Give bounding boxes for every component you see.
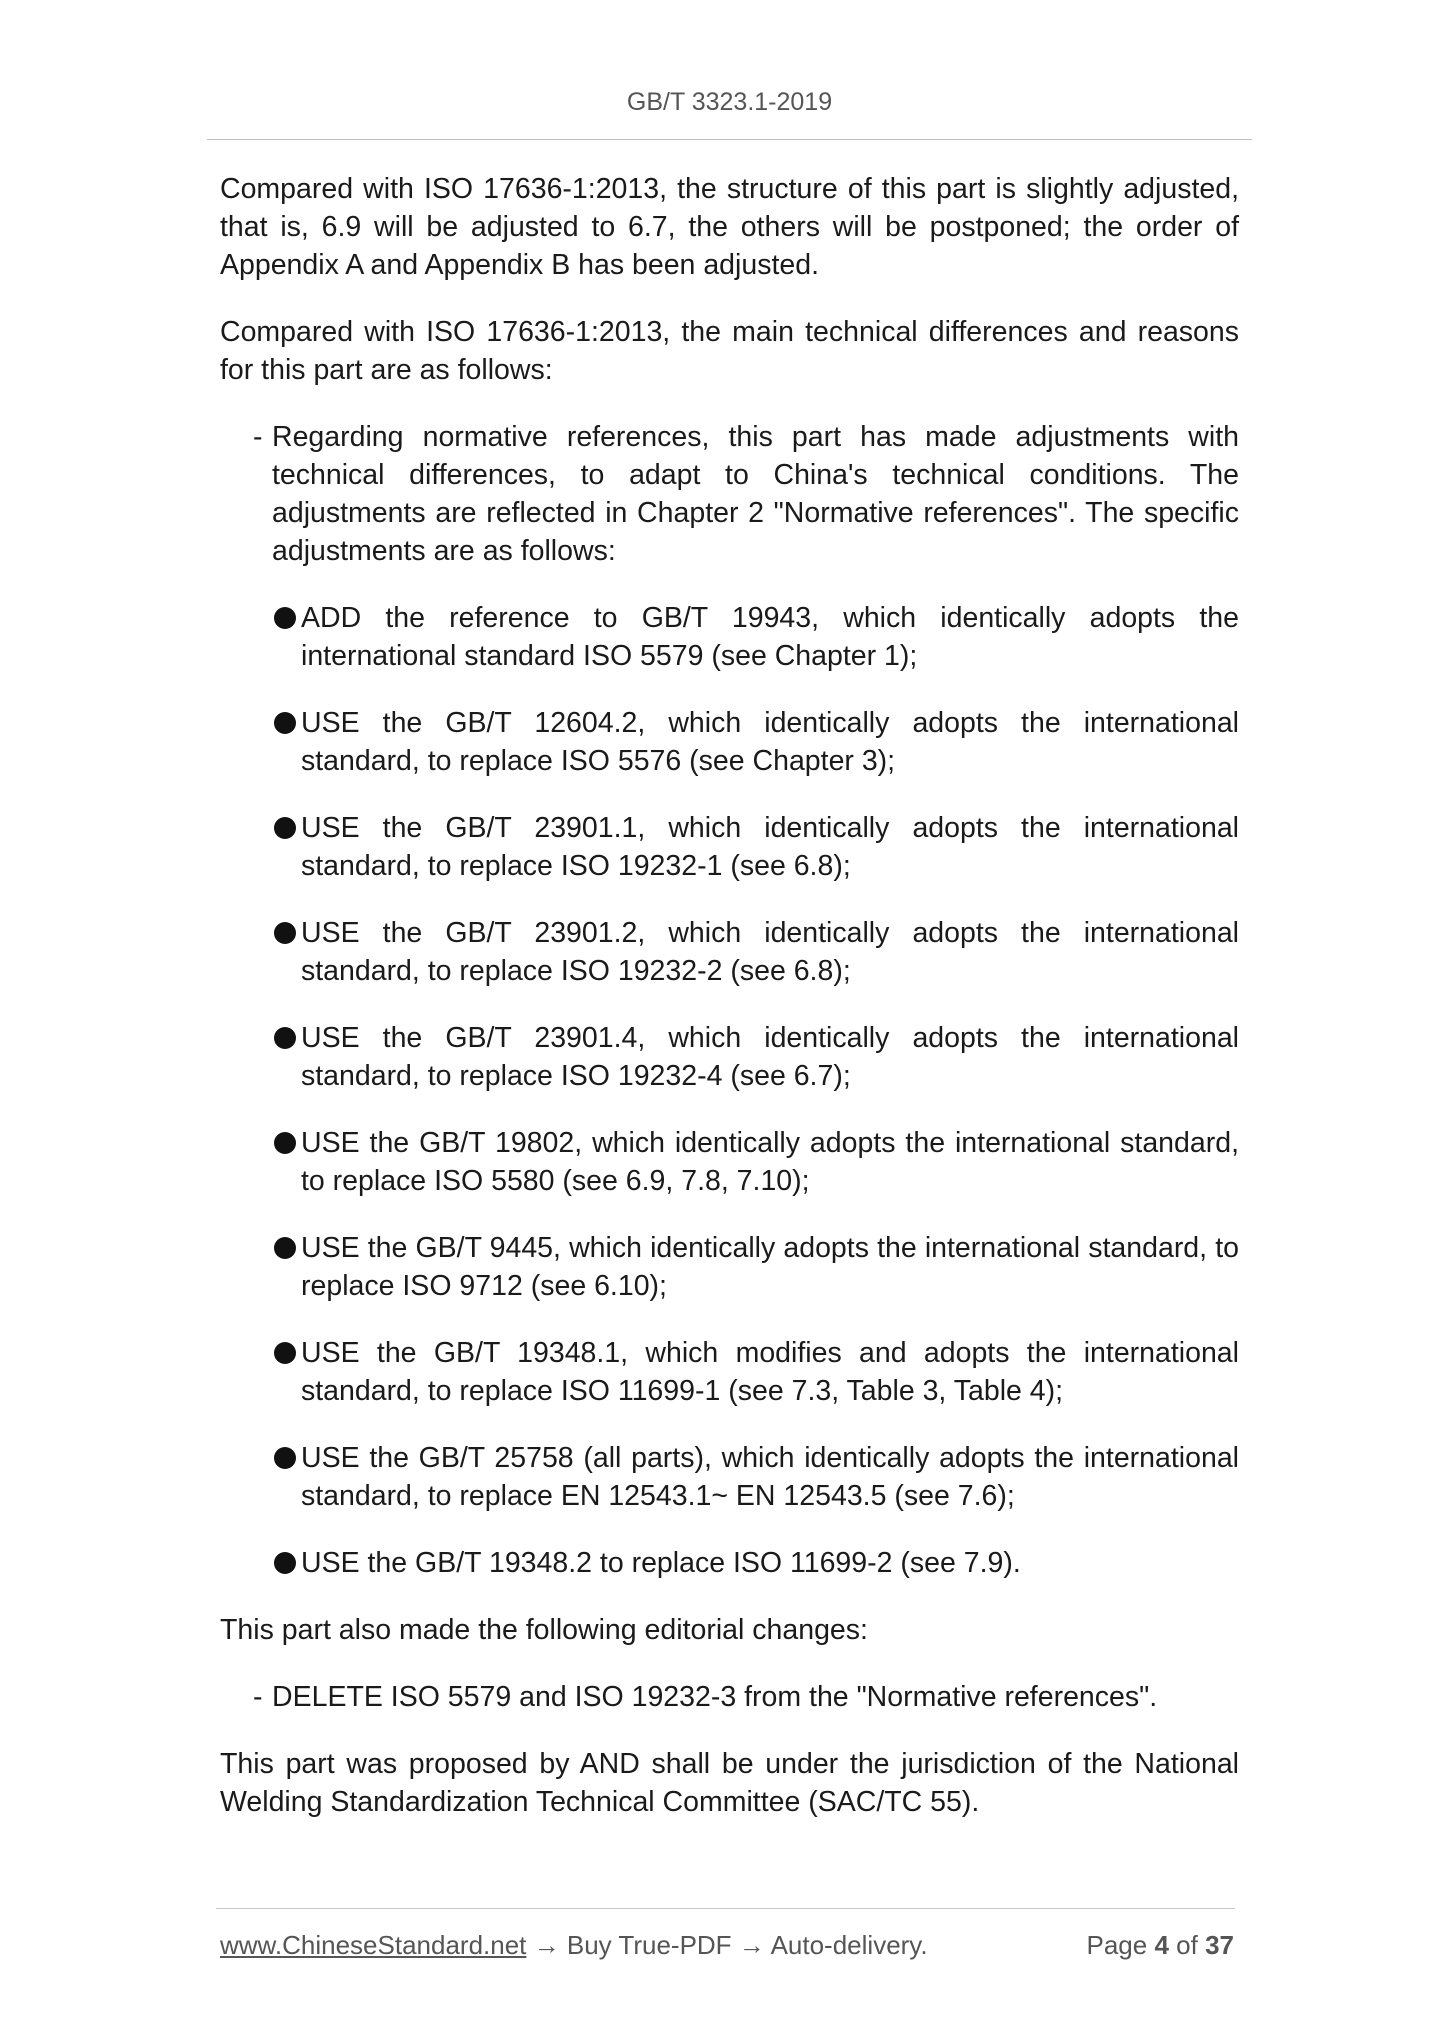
bullet-dot-icon xyxy=(274,817,296,839)
paragraph-technical-differences: Compared with ISO 17636-1:2013, the main technical differences and reasons for this part are as follows: xyxy=(220,316,1239,386)
bullet-text: USE the GB/T 23901.2, which identically adopts the international standard, to replace ISO 19232-2 (see 6.8); xyxy=(301,917,1239,987)
header-divider xyxy=(207,139,1252,140)
bullet-item xyxy=(220,1544,1239,1582)
bullet-text: USE the GB/T 12604.2, which identically adopts the international standard, to replace ISO 5576 (see Chapter 3); xyxy=(301,707,1239,777)
dash-item-normative-references xyxy=(220,418,1239,570)
dash-marker: - xyxy=(253,421,263,453)
footer-divider xyxy=(216,1908,1235,1909)
page-number xyxy=(1086,1930,1234,1961)
paragraph-proposed-by: This part was proposed by AND shall be under the jurisdiction of the National Welding Standardization Technical Committee (SAC/TC 55). xyxy=(220,1748,1239,1818)
bullet-dot-icon xyxy=(274,712,296,734)
bullet-item xyxy=(220,1019,1239,1095)
bullet-item xyxy=(220,1124,1239,1200)
of-label: of xyxy=(1176,1930,1198,1960)
bullet-item xyxy=(220,809,1239,885)
bullet-text: USE the GB/T 9445, which identically adopts the international standard, to replace ISO 9712 (see 6.10); xyxy=(301,1232,1239,1302)
bullet-item xyxy=(220,1229,1239,1305)
bullet-dot-icon xyxy=(274,922,296,944)
page-label: Page xyxy=(1086,1930,1148,1960)
dash-item-delete-references xyxy=(220,1678,1239,1716)
bullet-text: USE the GB/T 23901.4, which identically adopts the international standard, to replace ISO 19232-4 (see 6.7); xyxy=(301,1022,1239,1092)
bullet-text: USE the GB/T 19348.2 to replace ISO 11699-2 (see 7.9). xyxy=(301,1547,1021,1579)
page-footer xyxy=(220,1930,1234,1961)
document-body xyxy=(220,170,1239,1850)
dash-item-text: DELETE ISO 5579 and ISO 19232-3 from the "Normative references". xyxy=(272,1681,1158,1713)
bullet-item xyxy=(220,704,1239,780)
bullet-dot-icon xyxy=(274,1342,296,1364)
bullet-dot-icon xyxy=(274,1447,296,1469)
total-pages: 37 xyxy=(1205,1930,1234,1960)
paragraph-editorial-changes: This part also made the following editorial changes: xyxy=(220,1614,868,1646)
dash-item-text: Regarding normative references, this part has made adjustments with technical differences, to adapt to China's technical conditions. The adjustments are reflected in Chapter 2 "Normative references". The specific adjustments are as follows: xyxy=(272,421,1239,567)
current-page: 4 xyxy=(1154,1930,1169,1960)
bullet-item xyxy=(220,599,1239,675)
bullet-text: USE the GB/T 25758 (all parts), which identically adopts the international standard, to replace EN 12543.1~ EN 12543.5 (see 7.6); xyxy=(301,1442,1239,1512)
bullet-dot-icon xyxy=(274,1132,296,1154)
bullet-text: ADD the reference to GB/T 19943, which identically adopts the international standard ISO 5579 (see Chapter 1); xyxy=(301,602,1239,672)
bullet-text: USE the GB/T 19348.1, which modifies and adopts the international standard, to replace ISO 11699-1 (see 7.3, Table 3, Table 4); xyxy=(301,1337,1239,1407)
page-header-title: GB/T 3323.1-2019 xyxy=(626,88,833,116)
bullet-dot-icon xyxy=(274,1027,296,1049)
bullet-dot-icon xyxy=(274,1237,296,1259)
bullet-dot-icon xyxy=(274,1552,296,1574)
dash-marker: - xyxy=(253,1681,263,1713)
bullet-text: USE the GB/T 23901.1, which identically adopts the international standard, to replace ISO 19232-1 (see 6.8); xyxy=(301,812,1239,882)
website-link[interactable]: www.ChineseStandard.net xyxy=(220,1930,527,1960)
bullet-item xyxy=(220,914,1239,990)
paragraph-structure-adjustment: Compared with ISO 17636-1:2013, the structure of this part is slightly adjusted, that is, 6.9 will be adjusted to 6.7, the others will be postponed; the order of Appendix A and Appendix B has been adjusted. xyxy=(220,173,1239,281)
footer-promo xyxy=(220,1930,928,1961)
bullet-item xyxy=(220,1334,1239,1410)
bullet-dot-icon xyxy=(274,607,296,629)
bullet-item xyxy=(220,1439,1239,1515)
bullet-text: USE the GB/T 19802, which identically adopts the international standard, to replace ISO 5580 (see 6.9, 7.8, 7.10); xyxy=(301,1127,1239,1197)
footer-promo-text: → Buy True-PDF → Auto-delivery. xyxy=(526,1930,928,1960)
